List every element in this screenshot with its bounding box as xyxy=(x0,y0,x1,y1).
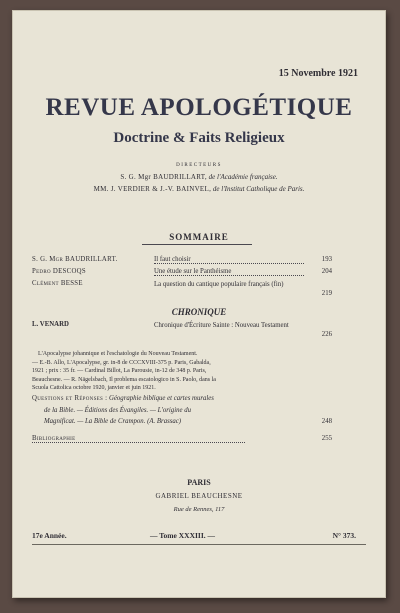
footer-tome: — Tome XXXIII. — xyxy=(150,531,216,540)
questions-line: Géographie biblique et cartes murales xyxy=(108,395,214,402)
issue-date: 15 Novembre 1921 xyxy=(278,68,358,79)
director-line xyxy=(12,173,386,181)
sommaire-heading: SOMMAIRE xyxy=(169,232,229,242)
magazine-title: REVUE APOLOGÉTIQUE xyxy=(45,94,353,121)
footer-rule xyxy=(32,544,366,545)
issue-footer xyxy=(32,531,356,540)
questions-line: Magnificat. — La Bible de Crampon. (A. Brassac) xyxy=(44,418,182,425)
sommaire-rule xyxy=(142,244,252,245)
footer-year: 17e Année. xyxy=(32,531,67,540)
director-names: MM. J. VERDIER & J.-V. BAINVEL, xyxy=(93,185,212,193)
footer-number: N° 373. xyxy=(332,531,356,540)
toc-author: Clément BESSE xyxy=(32,280,83,287)
toc-page: 204 xyxy=(321,268,332,275)
director-names: S. G. Mgr BAUDRILLART, xyxy=(120,173,207,181)
chronique-heading: CHRONIQUE xyxy=(171,307,227,317)
note-line: Scuola Cattolica octobre 1920, janvier et juin 1921. xyxy=(32,385,156,391)
magazine-cover xyxy=(12,10,386,598)
questions-page: 248 xyxy=(321,418,332,425)
chronique-title: Chronique d'Écriture Sainte : Nouveau Testament xyxy=(154,322,289,329)
publisher-address: Rue de Rennes, 117 xyxy=(173,506,225,513)
toc-page: 193 xyxy=(321,256,332,263)
toc-title: Une étude sur le Panthéisme xyxy=(154,268,304,276)
directors-heading: DIRECTEURS xyxy=(176,163,222,168)
questions-line: de la Bible. — Éditions des Évangiles. — L'origine du xyxy=(44,406,192,414)
toc-page: 219 xyxy=(321,290,332,297)
toc-title: Il faut choisir xyxy=(154,256,304,264)
questions-label: Questions et Réponses : xyxy=(32,395,108,402)
toc-author: Pedro DESCOQS xyxy=(32,268,86,275)
bibliographie-label: Bibliographie xyxy=(32,435,245,443)
bibliographie-entry xyxy=(32,435,332,442)
toc-title: La question du cantique populaire français (fin) xyxy=(154,281,284,288)
note-line: 1921 ; prix : 35 fr. — Cardinal Billot, La Parousie, in-12 de 348 p. Paris, xyxy=(32,368,207,374)
magazine-subtitle: Doctrine & Faits Religieux xyxy=(113,130,285,146)
director-role: de l'Académie française. xyxy=(208,173,278,181)
note-line: Beauchesne. — R. Nägelsbach, Il problema escatologico in S. Paolo, dans la xyxy=(32,376,216,383)
director-line xyxy=(12,185,386,193)
publisher-name: GABRIEL BEAUCHESNE xyxy=(155,492,243,500)
publisher-city: PARIS xyxy=(187,478,211,487)
bibliographie-page: 255 xyxy=(321,435,332,442)
toc-author: S. G. Mgr BAUDRILLART. xyxy=(32,256,118,263)
chronique-notes xyxy=(32,350,332,393)
chronique-page: 226 xyxy=(321,331,332,338)
questions-reponses xyxy=(32,393,332,428)
chronique-author: L. VENARD xyxy=(32,321,69,328)
note-line: L'Apocalypse johannique et l'eschatologie du Nouveau Testament. xyxy=(38,351,198,357)
director-role: de l'Institut Catholique de Paris. xyxy=(212,185,305,193)
note-line: — E.-B. Allo, L'Apocalypse, gr. in-8 de CCCXVIII-375 p. Paris, Gabalda, xyxy=(32,359,211,366)
